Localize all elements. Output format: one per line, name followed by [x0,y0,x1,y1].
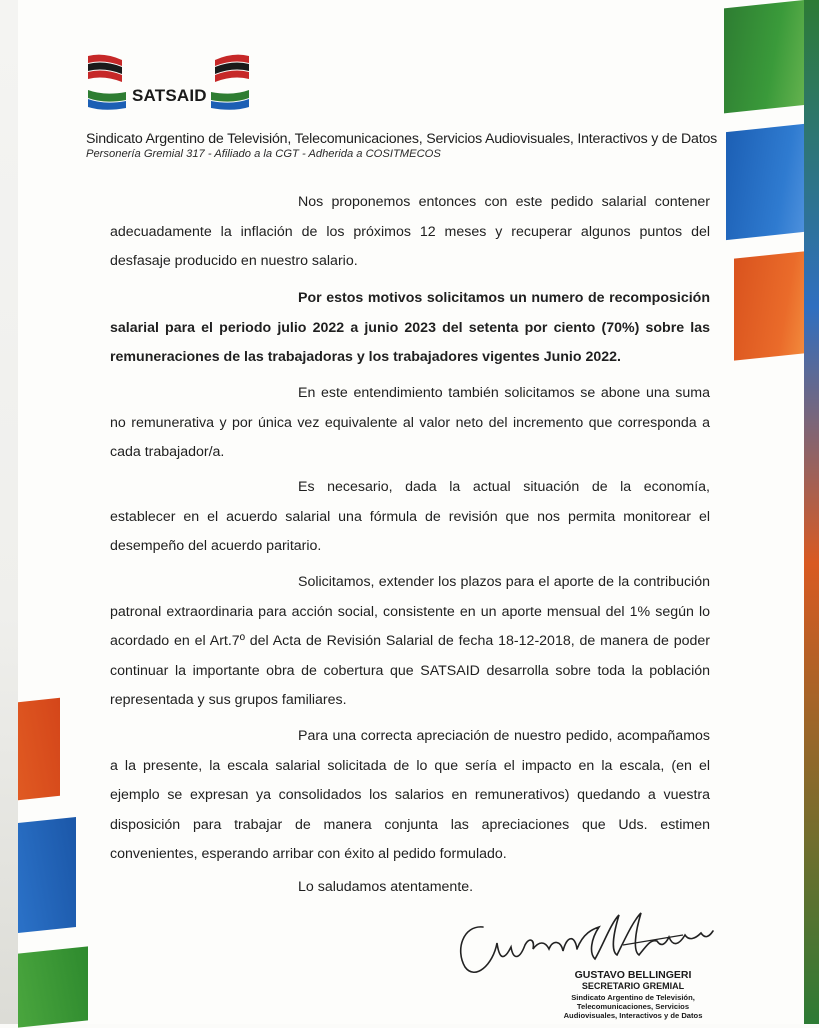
letter-body-bold [110,284,710,373]
closing-greeting: Lo saludamos atentamente. [298,879,474,895]
signer-org-line-3: Audiovisuales, Interactivos y de Datos [563,1010,703,1020]
letter-body-2 [110,379,710,468]
page-edge-left [0,0,18,1024]
page-edge-right [804,0,819,1024]
logo-emblem-left [88,55,126,110]
decorative-stripe-blue-top [726,124,804,240]
letter-body [110,188,710,277]
decorative-stripe-orange-bottom [18,698,60,800]
paragraph-non-remunerative: En este entendimiento también solicitamos se abone una suma no remunerativa y por única vez equivalente al valor neto del incremento que corresponda a cada trabajador/a. [110,385,710,460]
decorative-stripe-green-bottom [18,946,88,1027]
satsaid-logo [86,50,251,120]
signer-role: SECRETARIO GREMIAL [581,980,685,991]
signer-org-line-1: Sindicato Argentino de Televisión, [571,992,695,1002]
paragraph-scale: Para una correcta apreciación de nuestro pedido, acompañamos a la presente, la escala salarial solicitada de lo que sería el impacto en la escala, (en el ejemplo se expresan ya consolidados los salarios en remunerativos) quedando a vuestra disposición para trabajar de manera conjunta las apreciaciones que Uds. estimen convenientes, esperando arribar con éxito al pedido formulado. [110,728,710,862]
logo-wordmark: SATSAID [132,86,207,105]
logo-emblem-right [211,55,249,110]
decorative-stripe-blue-bottom [18,817,76,933]
paragraph-contribution: Solicitamos, extender los plazos para el aporte de la contribución patronal extraordinaria para acción social, consistente en un aporte mensual del 1% según lo acordado en el Art.7º del Acta de Revisión Salarial de fecha 18-12-2018, de manera de poder continuar la importante obra de cobertura que SATSAID desarrolla sobre toda la población representada y sus grupos familiares. [110,574,710,708]
paragraph-intro: Nos proponemos entonces con este pedido salarial contener adecuadamente la inflación de los próximos 12 meses y recuperar algunos puntos del desfasaje producido en nuestro salario. [110,194,710,269]
paragraph-revision-formula: Es necesario, dada la actual situación de la economía, establecer en el acuerdo salarial una fórmula de revisión que nos permita monitorear el desempeño del acuerdo paritario. [110,479,710,554]
signer-name: GUSTAVO BELLINGERI [574,969,692,981]
letter-body-3 [110,473,710,562]
signature-block [558,970,708,1020]
decorative-stripe-orange-top [734,251,804,360]
organization-registration: Personería Gremial 317 - Afiliado a la CGT - Adherida a COSITMECOS [86,148,441,160]
organization-name: Sindicato Argentino de Televisión, Telecomunicaciones, Servicios Audiovisuales, Interactivos y de Datos [86,131,718,147]
paragraph-request: Por estos motivos solicitamos un numero de recomposición salarial para el periodo julio 2022 a junio 2023 del setenta por ciento (70%) sobre las remuneraciones de las trabajadoras y los trabajadores vigentes Junio 2022. [110,290,710,365]
letter-body-5 [110,722,710,870]
decorative-stripe-green-top [724,0,804,113]
signer-org-line-2: Telecomunicaciones, Servicios [576,1001,690,1011]
letter-body-6 [110,873,710,903]
letter-body-4 [110,568,710,716]
